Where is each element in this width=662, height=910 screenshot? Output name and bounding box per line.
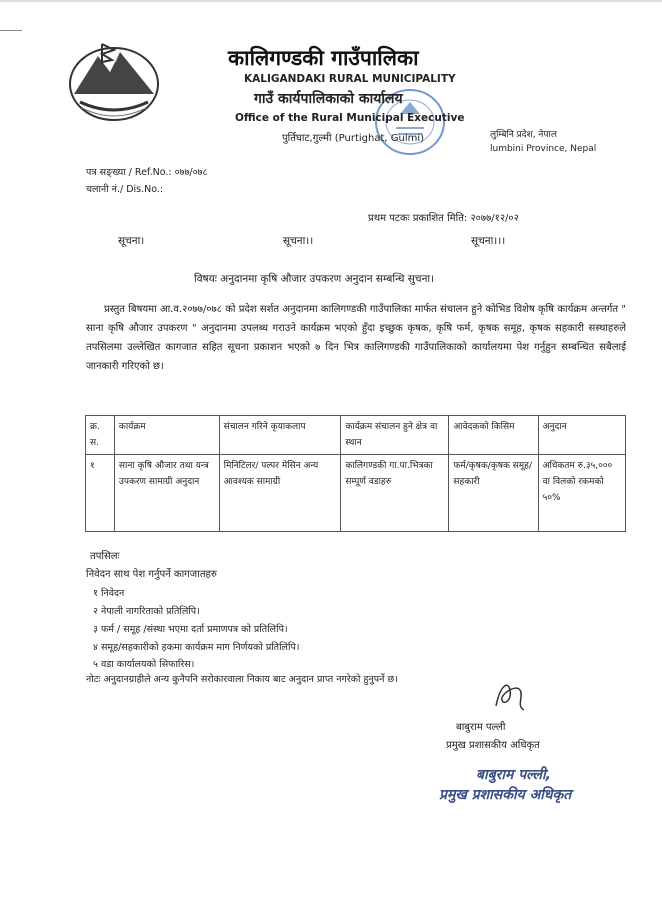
margin-mark [0,30,22,31]
details-heading: तपसिलः [90,551,120,562]
signature-scribble-icon [490,676,530,716]
signatory-title: प्रमुख प्रशासकीय अधिकृत [446,740,540,751]
requirement-item: ४ समूह/सहकारीको हकमा कार्यक्रम माग निर्णयको प्रतिलिपि। [93,642,300,653]
table-row [86,455,626,532]
header-activity: संचालन गरिने कृयाकलाप [219,416,341,455]
table-header-row [86,416,626,455]
signatory-name: बाबुराम पल्ली [456,722,506,733]
note-line: नोटः अनुदानग्राहीले अन्य कुनैपनि सरोकारवाला निकाय बाट अनुदान प्राप्त नगरेको हुनुपर्ने छ। [86,674,398,685]
requirement-item: ३ फर्म / समूह /संस्था भएमा दर्ता प्रमाणपत्र को प्रतिलिपि। [93,624,288,635]
dispatch-number: चलानी नं./ Dis.No.: [86,184,164,195]
reference-value: ०७७/०७८ [174,167,208,178]
province-en: lumbini Province, Nepal [490,144,597,154]
cell-applicant-type: फर्म/कृषक/कृषक समूह/सहकारी [449,455,538,532]
cell-serial: १ [86,455,115,532]
requirement-item: २ नेपाली नागरिताको प्रतिलिपि। [93,606,200,617]
header-applicant-type: आवेदकको किसिम [449,416,538,455]
requirement-item: ५ वडा कार्यालयको सिफारिस। [93,659,195,670]
notice-label-1: सूचना। [118,235,145,247]
stamp-name: बाबुराम पल्ली, [476,767,551,783]
notice-label-2: सूचना।। [283,235,314,247]
subject-line: विषयः अनुदानमा कृषि औजार उपकरण अनुदान सम्बन्धि सुचना। [194,273,435,285]
header-area: कार्यक्रम संचालन हुने क्षेत्र वा स्थान [341,416,449,455]
cell-area: कालिगण्डकी गा.पा.भित्रका सम्पूर्ण वडाहरु [341,455,449,532]
reference-number [86,165,207,178]
published-date: प्रथम पटकः प्रकाशित मिति: २०७७/१२/०२ [368,213,519,224]
cell-program: साना कृषि औजार तथा यन्त्र उपकरण सामाग्री अनुदान [114,455,219,532]
header-program: कार्यक्रम [114,416,219,455]
stamp-title: प्रमुख प्रशासकीय अधिकृत [439,787,572,803]
municipality-name-en: KALIGANDAKI RURAL MUNICIPALITY [244,73,456,85]
top-edge [0,0,662,2]
requirements-title: निवेदन साथ पेश गर्नुपर्ने कागजातहरु [86,569,217,580]
requirement-item: १ निवेदन [93,588,125,599]
notice-body: प्रस्तुत बिषयमा आ.व.२०७७/०७८ को प्रदेश सर्शत अनुदानमा कालिगण्डकी गाउँपालिका मार्फत संचालन हुने कोभिड विशेष कृषि कार्यक्रम अन्तर्गत " साना कृषि औजार उपकरण " अनुदानमा उपलब्ध गराउने कार्यक्रम भएको हुँदा इच्छुक कृषक, कृषि फर्म, कृषक समूह, कृषक सहकारी सस्थाहरुले तपसिलमा उल्लेखित कागजात सहित सूचना प्रकाशन भएको ७ दिन भित्र कालिगण्डकी गाउँपालिकाको कार्यालयमा पेश गर्नुहुन सम्बन्धित सबैलाई जानकारी गरिएको छ। [86,304,626,372]
office-address: पुर्तिघाट,गुल्मी (Purtighat, Gulmi) [282,133,425,144]
cell-activity: मिनिटिलर/ पल्पर मेसिन अन्य आवश्यक सामाग्री [219,455,341,532]
header-grant: अनुदान [538,416,625,455]
cell-grant: अधिकतम रु.३५,००० वा विलको रकमको ५०% [538,455,625,532]
office-name-en: Office of the Rural Municipal Executive [235,112,465,124]
reference-label: पत्र सङ्ख्या / Ref.No.: [86,167,175,178]
header-serial: क्र. स. [86,416,115,455]
municipality-emblem-icon [58,34,170,126]
office-name-np: गाउँ कार्यपालिकाको कार्यालय [254,91,403,107]
notice-label-3: सूचना।।। [471,235,506,247]
grant-table [85,415,626,532]
province-np: लुम्बिनि प्रदेश, नेपाल [490,130,557,140]
municipality-name-np: कालिगण्डकी गाउँपालिका [228,46,419,70]
